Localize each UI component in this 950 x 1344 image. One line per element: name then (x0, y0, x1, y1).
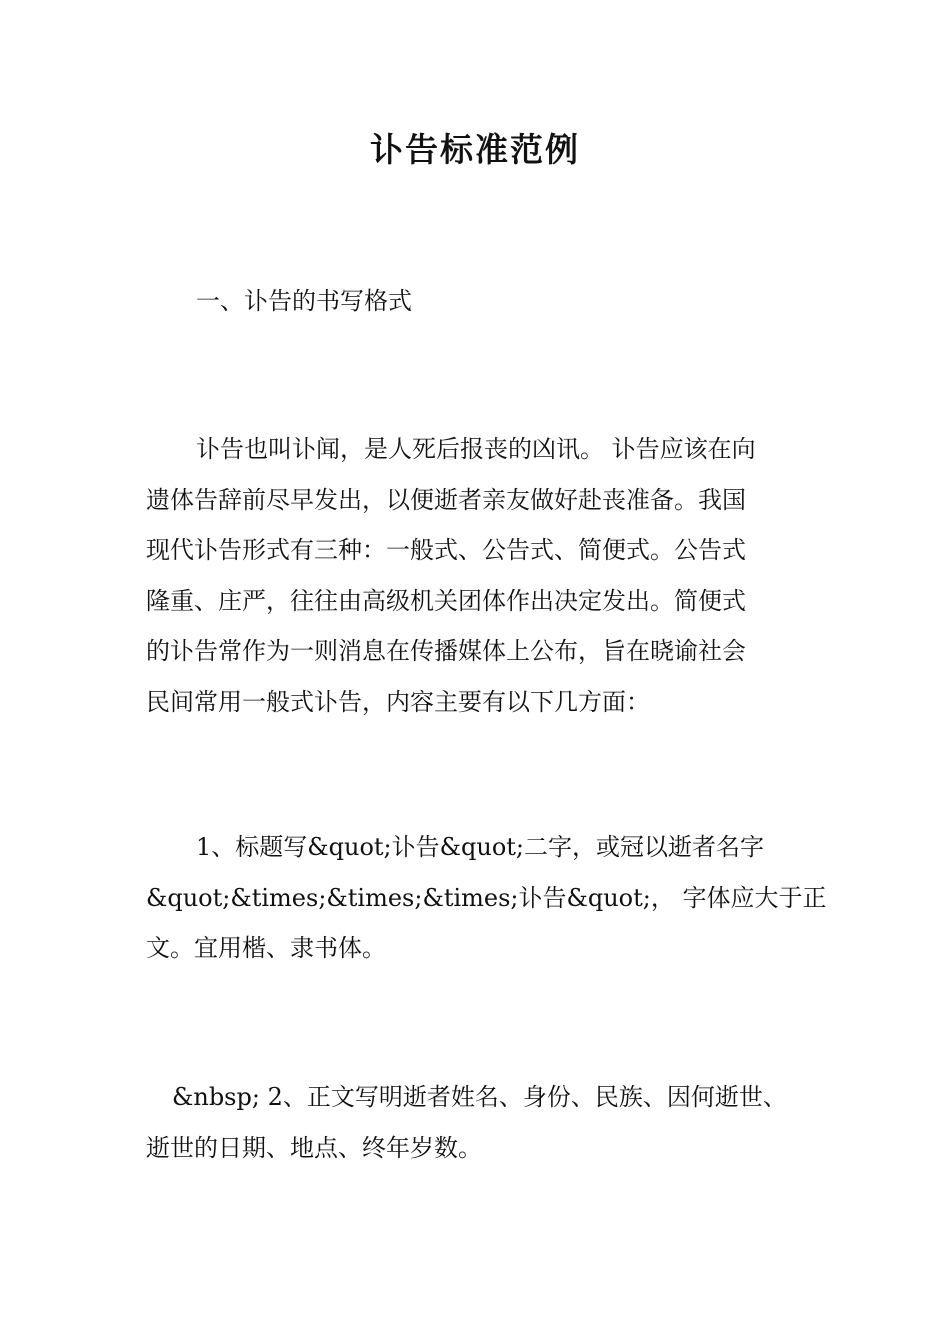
item-2-line-1: &nbsp; 2、正文写明逝者姓名、身份、民族、因何逝世、 (172, 1083, 787, 1111)
intro-line-5: 的讣告常作为一则消息在传播媒体上公布，旨在晓谕社会 (146, 637, 746, 665)
intro-line-6: 民间常用一般式讣告，内容主要有以下几方面： (146, 687, 650, 716)
item-1-line-1: 1、标题写&quot;讣告&quot;二字，或冠以逝者名字 (196, 833, 764, 861)
section-heading: 一、讣告的书写格式 (196, 287, 412, 315)
item-1-paragraph (146, 822, 827, 974)
item-1-line-3: 文。宜用楷、隶书体。 (146, 934, 386, 962)
intro-paragraph (146, 424, 756, 727)
item-1-line-2: &quot;&times;&times;&times;讣告&quot;， 字体应大于正 (146, 883, 827, 912)
item-2-paragraph (146, 1072, 787, 1173)
document-title: 讣告标准范例 (370, 130, 580, 169)
intro-line-1: 讣告也叫讣闻，是人死后报丧的凶讯。 讣告应该在向 (196, 435, 756, 463)
intro-line-3: 现代讣告形式有三种：一般式、公告式、简便式。公告式 (146, 536, 746, 564)
intro-line-4: 隆重、庄严，往往由高级机关团体作出决定发出。简便式 (146, 586, 746, 615)
intro-line-2: 遗体告辞前尽早发出，以便逝者亲友做好赴丧准备。我国 (146, 485, 746, 514)
item-2-line-2: 逝世的日期、地点、终年岁数。 (146, 1133, 482, 1162)
